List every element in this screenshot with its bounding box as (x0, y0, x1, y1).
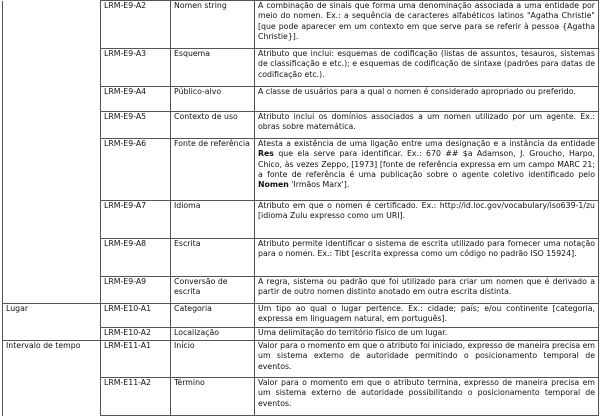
attribute-code: LRM-E10-A2 (101, 328, 171, 341)
entity-cell (3, 1, 101, 49)
entity-cell (3, 378, 101, 416)
attribute-name: Início (171, 341, 255, 378)
table-row (3, 139, 599, 201)
attribute-code: LRM-E11-A1 (101, 341, 171, 378)
table-row (3, 341, 599, 378)
attribute-code: LRM-E10-A1 (101, 304, 171, 328)
attribute-code: LRM-E9-A6 (101, 139, 171, 201)
attribute-code: LRM-E9-A7 (101, 201, 171, 239)
entity-cell (3, 87, 101, 112)
attribute-code: LRM-E9-A4 (101, 87, 171, 112)
table-row (3, 304, 599, 328)
attribute-code: LRM-E9-A2 (101, 1, 171, 49)
attribute-code: LRM-E9-A8 (101, 239, 171, 277)
attribute-name: Categoria (171, 304, 255, 328)
attribute-description: Um tipo ao qual o lugar pertence. Ex.: cidade; país; e/ou continente [categoria, expressa em linguagem natural, em português]. (255, 304, 599, 328)
attribute-description: Valor para o momento em que o atributo foi iniciado, expresso de maneira precisa em um sistema externo de autoridade permitindo o posicionamento temporal de eventos. (255, 341, 599, 378)
entity-cell: Lugar (3, 304, 101, 328)
table-row (3, 328, 599, 341)
attribute-description: Atributo que inclui: esquemas de codificação (listas de assuntos, tesauros, sistemas de classificação e etc.); e esquemas de codificação de sintaxe (padrões para datas de codificação etc.). (255, 49, 599, 87)
attribute-name: Conversão de escrita (171, 277, 255, 304)
attribute-description: Uma delimitação do território físico de um lugar. (255, 328, 599, 341)
attribute-code: LRM-E9-A9 (101, 277, 171, 304)
description-text: 'Irmãos Marx']. (288, 180, 350, 190)
table-row (3, 112, 599, 139)
attribute-description: A regra, sistema ou padrão que foi utilizado para criar um nomen que é derivado a partir de outro nomen distinto anotado em outra escrita distinta. (255, 277, 599, 304)
attribute-description: Atributo inclui os domínios associados a um nomen utilizado por um agente. Ex.: obras sobre matemática. (255, 112, 599, 139)
attribute-code: LRM-E9-A3 (101, 49, 171, 87)
entity-cell (3, 201, 101, 239)
entity-cell (3, 277, 101, 304)
attribute-description: A classe de usuários para a qual o nomen é considerado apropriado ou preferido. (255, 87, 599, 112)
attribute-name: Fonte de referência (171, 139, 255, 201)
table-row (3, 87, 599, 112)
entity-cell (3, 139, 101, 201)
attribute-name: Localização (171, 328, 255, 341)
table-row (3, 277, 599, 304)
description-text: Atesta a existência de uma ligação entre uma designação e a instância da entidade (258, 139, 595, 148)
table-row (3, 378, 599, 416)
attribute-name: Término (171, 378, 255, 416)
entity-term-nomen: Nomen (258, 180, 289, 190)
table-row (3, 1, 599, 49)
entity-cell (3, 239, 101, 277)
attributes-table (2, 0, 599, 416)
entity-term-res: Res (258, 149, 274, 159)
attribute-name: Nomen string (171, 1, 255, 49)
table-row (3, 239, 599, 277)
attribute-description: Atributo permite identificar o sistema de escrita utilizado para fornecer uma notação para o nomen. Ex.: Tibt [escrita expressa como um código no padrão ISO 15924]. (255, 239, 599, 277)
entity-cell (3, 328, 101, 341)
attribute-description: Valor para o momento em que o atributo termina, expresso de maneira precisa em um sistema externo de autoridade possibilitando o posicionamento temporal de eventos. (255, 378, 599, 416)
attribute-description: Atributo em que o nomen é certificado. Ex.: http://id.loc.gov/vocabulary/iso639-1/zu [idioma Zulu expresso como um URI]. (255, 201, 599, 239)
entity-cell (3, 49, 101, 87)
attribute-code: LRM-E11-A2 (101, 378, 171, 416)
attribute-name: Escrita (171, 239, 255, 277)
entity-cell (3, 112, 101, 139)
entity-cell: Intervalo de tempo (3, 341, 101, 378)
attribute-description: A combinação de sinais que forma uma denominação associada a uma entidade por meio do nomen. Ex.: a sequência de caracteres alfabéticos latinos "Agatha Christie" [que pode aparecer em um contexto em que serve para se referir à pessoa {Agatha Christie}]. (255, 1, 599, 49)
attribute-name: Idioma (171, 201, 255, 239)
attribute-description (255, 139, 599, 201)
attribute-name: Esquema (171, 49, 255, 87)
attribute-code: LRM-E9-A5 (101, 112, 171, 139)
table-row (3, 201, 599, 239)
attribute-name: Público-alvo (171, 87, 255, 112)
table-row (3, 49, 599, 87)
description-text: que ela serve para identificar. Ex.: 670 ## $a Adamson, J. Groucho, Harpo, Chico, às vezes Zeppo, [1973] [fonte de referência expressa em um campo MARC 21; a fonte de referência é uma publicação sobre o agente coletivo identificado pelo (258, 149, 595, 179)
attribute-name: Contexto de uso (171, 112, 255, 139)
